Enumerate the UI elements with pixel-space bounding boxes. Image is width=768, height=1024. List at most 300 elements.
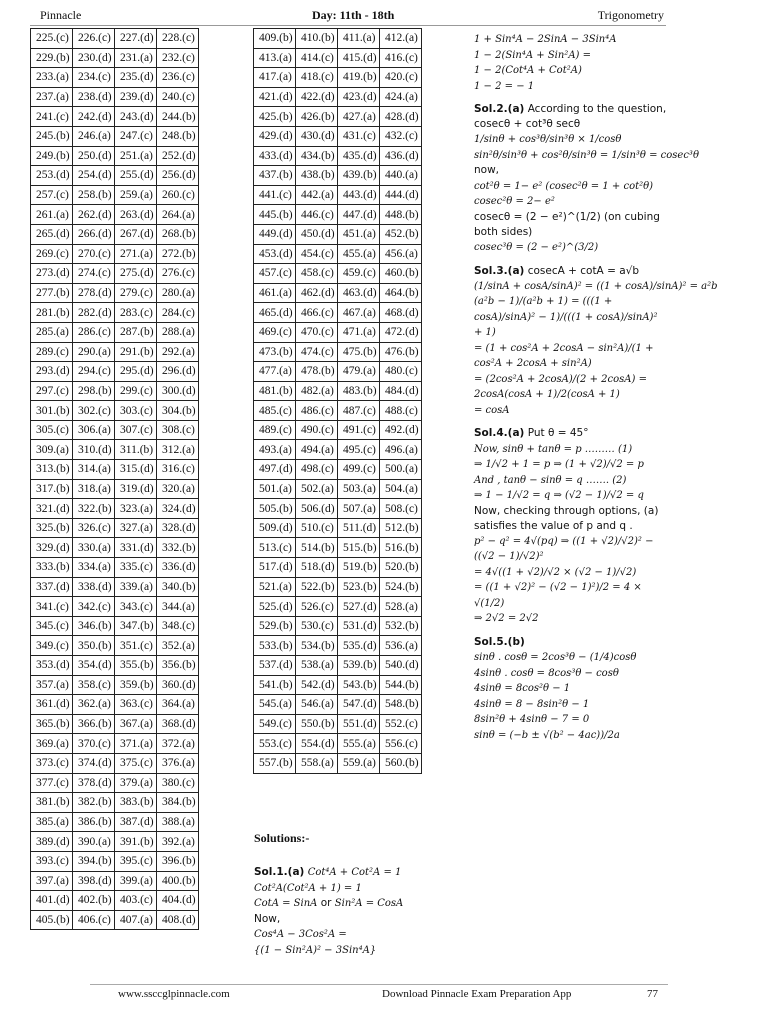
- answer-cell: 253.(d): [31, 166, 73, 186]
- answer-cell: 536.(a): [380, 636, 422, 656]
- answer-cell: 498.(c): [296, 460, 338, 480]
- answer-cell: 267.(d): [115, 224, 157, 244]
- answer-cell: 264.(a): [157, 205, 199, 225]
- solutions-start: [254, 830, 454, 958]
- answer-cell: 393.(c): [31, 851, 73, 871]
- answer-cell: 479.(a): [338, 362, 380, 382]
- answer-cell: 332.(b): [157, 538, 199, 558]
- answer-cell: 511.(d): [338, 518, 380, 538]
- answer-cell: 431.(c): [338, 126, 380, 146]
- answer-cell: 463.(d): [338, 283, 380, 303]
- answer-cell: 389.(d): [31, 832, 73, 852]
- sol4-line5: Now, checking through options, (a) satisfies the value of p and q .: [474, 504, 659, 532]
- answer-row: [254, 87, 422, 107]
- answer-cell: 547.(d): [338, 695, 380, 715]
- answer-cell: 348.(c): [157, 616, 199, 636]
- answer-cell: 350.(b): [73, 636, 115, 656]
- answer-cell: 387.(d): [115, 812, 157, 832]
- answer-cell: 326.(c): [73, 518, 115, 538]
- answer-cell: 380.(c): [157, 773, 199, 793]
- sol4-line2: ⇒ 1/√2 + 1 = p ⇒ (1 + √2)/√2 = p: [474, 459, 644, 471]
- answer-cell: 347.(b): [115, 616, 157, 636]
- answer-row: [31, 166, 199, 186]
- sol4: [474, 426, 669, 627]
- answer-cell: 437.(b): [254, 166, 296, 186]
- footer-website-link[interactable]: www.ssccglpinnacle.com: [118, 988, 230, 1000]
- answer-cell: 509.(d): [254, 518, 296, 538]
- answer-cell: 391.(b): [115, 832, 157, 852]
- sol3-line4: = (2cos²A + 2cosA)/(2 + 2cosA) = 2cosA(cosA + 1)/2(cosA + 1): [474, 373, 647, 401]
- answer-cell: 325.(b): [31, 518, 73, 538]
- answer-cell: 382.(b): [73, 793, 115, 813]
- answer-cell: 324.(d): [157, 499, 199, 519]
- answer-cell: 322.(b): [73, 499, 115, 519]
- answer-cell: 231.(a): [115, 48, 157, 68]
- answer-cell: 354.(d): [73, 656, 115, 676]
- answer-cell: 441.(c): [254, 185, 296, 205]
- answer-cell: 540.(d): [380, 656, 422, 676]
- answer-cell: 532.(b): [380, 616, 422, 636]
- answer-cell: 508.(c): [380, 499, 422, 519]
- answer-cell: 510.(c): [296, 518, 338, 538]
- answer-cell: 317.(b): [31, 479, 73, 499]
- answer-cell: 379.(a): [115, 773, 157, 793]
- sol3-line1: (1/sinA + cosA/sinA)² = ((1 + cosA)/sinA)² = a²b: [474, 280, 718, 292]
- answer-cell: 290.(a): [73, 342, 115, 362]
- answer-cell: 447.(d): [338, 205, 380, 225]
- answer-cell: 449.(d): [254, 224, 296, 244]
- answer-cell: 257.(c): [31, 185, 73, 205]
- answer-row: [254, 322, 422, 342]
- answer-cell: 234.(c): [73, 68, 115, 88]
- answer-row: [31, 342, 199, 362]
- answer-cell: 501.(a): [254, 479, 296, 499]
- answer-cell: 398.(d): [73, 871, 115, 891]
- answer-cell: 327.(a): [115, 518, 157, 538]
- answer-cell: 298.(b): [73, 381, 115, 401]
- answer-row: [254, 283, 422, 303]
- answer-cell: 538.(a): [296, 656, 338, 676]
- answer-cell: 334.(a): [73, 558, 115, 578]
- sol2: [474, 102, 699, 256]
- answer-cell: 534.(b): [296, 636, 338, 656]
- answer-cell: 302.(c): [73, 401, 115, 421]
- answer-cell: 273.(d): [31, 264, 73, 284]
- answer-cell: 433.(d): [254, 146, 296, 166]
- answer-key-table-middle: [253, 28, 422, 774]
- answer-cell: 309.(a): [31, 440, 73, 460]
- footer-app-promo: Download Pinnacle Exam Preparation App: [382, 988, 572, 1000]
- answer-cell: 487.(c): [338, 401, 380, 421]
- sol3-title: Sol.3.(a): [474, 264, 525, 277]
- sol5-title: Sol.5.(b): [474, 635, 525, 648]
- answer-row: [254, 577, 422, 597]
- sol1c-line1: 1 + Sin⁴A − 2SinA − 3Sin⁴A: [474, 34, 617, 45]
- answer-row: [31, 68, 199, 88]
- answer-cell: 520.(b): [380, 558, 422, 578]
- answer-cell: 338.(d): [73, 577, 115, 597]
- sol4-line6: p² − q² = 4√(pq) ⇒ ((1 + √2)/√2)² − ((√2 − 1)/√2)²: [474, 535, 654, 563]
- answer-row: [31, 714, 199, 734]
- answer-cell: 344.(a): [157, 597, 199, 617]
- answer-cell: 261.(a): [31, 205, 73, 225]
- sol1: [254, 865, 454, 958]
- answer-cell: 488.(c): [380, 401, 422, 421]
- answer-cell: 422.(d): [296, 87, 338, 107]
- answer-row: [31, 793, 199, 813]
- answer-cell: 329.(d): [31, 538, 73, 558]
- answer-cell: 373.(c): [31, 753, 73, 773]
- answer-cell: 397.(a): [31, 871, 73, 891]
- answer-cell: 513.(c): [254, 538, 296, 558]
- answer-cell: 537.(d): [254, 656, 296, 676]
- answer-cell: 407.(a): [115, 910, 157, 930]
- answer-cell: 280.(a): [157, 283, 199, 303]
- answer-row: [31, 636, 199, 656]
- answer-cell: 376.(a): [157, 753, 199, 773]
- answer-cell: 245.(b): [31, 126, 73, 146]
- answer-row: [31, 832, 199, 852]
- answer-cell: 459.(c): [338, 264, 380, 284]
- answer-row: [31, 656, 199, 676]
- answer-cell: 468.(d): [380, 303, 422, 323]
- answer-row: [31, 303, 199, 323]
- answer-cell: 318.(a): [73, 479, 115, 499]
- sol5-line4: 4sinθ = 8 − 8sin²θ − 1: [474, 698, 590, 710]
- answer-cell: 557.(b): [254, 753, 296, 773]
- answer-cell: 372.(a): [157, 734, 199, 754]
- sol2-line6: cosec²θ = 2− e²: [474, 196, 555, 208]
- answer-row: [254, 479, 422, 499]
- answer-cell: 471.(a): [338, 322, 380, 342]
- answer-cell: 556.(c): [380, 734, 422, 754]
- sol2-line5: cot²θ = 1− e² (cosec²θ = 1 + cot²θ): [474, 180, 654, 192]
- answer-cell: 504.(a): [380, 479, 422, 499]
- answer-cell: 426.(b): [296, 107, 338, 127]
- answer-cell: 287.(b): [115, 322, 157, 342]
- answer-cell: 514.(b): [296, 538, 338, 558]
- answer-cell: 323.(a): [115, 499, 157, 519]
- page-header: [40, 8, 664, 24]
- answer-row: [254, 107, 422, 127]
- answer-cell: 362.(a): [73, 695, 115, 715]
- answer-row: [254, 636, 422, 656]
- answer-cell: 269.(c): [31, 244, 73, 264]
- answer-cell: 512.(b): [380, 518, 422, 538]
- sol1-line2: Cot²A(Cot²A + 1) = 1: [254, 882, 362, 894]
- answer-cell: 284.(c): [157, 303, 199, 323]
- answer-row: [254, 695, 422, 715]
- answer-cell: 517.(d): [254, 558, 296, 578]
- answer-cell: 476.(b): [380, 342, 422, 362]
- answer-cell: 430.(d): [296, 126, 338, 146]
- answer-cell: 311.(b): [115, 440, 157, 460]
- header-days: Day: 11th - 18th: [312, 8, 395, 22]
- sol5-line2: 4sinθ . cosθ = 8cos³θ − cosθ: [474, 667, 619, 679]
- answer-row: [254, 401, 422, 421]
- answer-cell: 285.(a): [31, 322, 73, 342]
- answer-cell: 336.(d): [157, 558, 199, 578]
- answer-cell: 522.(b): [296, 577, 338, 597]
- sol2-line7: cosecθ = (2 − e²)^(1/2) (on cubing both sides): [474, 210, 660, 238]
- answer-row: [254, 616, 422, 636]
- sol4-intro: Put θ = 45°: [527, 427, 589, 440]
- answer-cell: 314.(a): [73, 460, 115, 480]
- sol5-line1: sinθ . cosθ = 2cos³θ − (1/4)cosθ: [474, 652, 637, 664]
- answer-cell: 248.(b): [157, 126, 199, 146]
- sol4-line3: And , tanθ − sinθ = q ……. (2): [474, 474, 627, 486]
- answer-row: [31, 871, 199, 891]
- answer-row: [31, 283, 199, 303]
- answer-cell: 353.(d): [31, 656, 73, 676]
- answer-cell: 366.(b): [73, 714, 115, 734]
- answer-cell: 440.(a): [380, 166, 422, 186]
- solutions-column-right: [474, 32, 718, 743]
- answer-cell: 408.(d): [157, 910, 199, 930]
- answer-cell: 396.(b): [157, 851, 199, 871]
- answer-cell: 421.(d): [254, 87, 296, 107]
- answer-cell: 425.(b): [254, 107, 296, 127]
- answer-cell: 402.(b): [73, 891, 115, 911]
- answer-cell: 465.(d): [254, 303, 296, 323]
- answer-cell: 374.(d): [73, 753, 115, 773]
- sol2-line1: cosecθ + cot³θ secθ: [474, 118, 581, 131]
- answer-cell: 313.(b): [31, 460, 73, 480]
- page-footer: [118, 988, 658, 1004]
- answer-cell: 244.(b): [157, 107, 199, 127]
- answer-cell: 263.(d): [115, 205, 157, 225]
- answer-cell: 503.(a): [338, 479, 380, 499]
- answer-cell: 276.(c): [157, 264, 199, 284]
- sol2-line4: now,: [474, 164, 500, 177]
- answer-cell: 340.(b): [157, 577, 199, 597]
- sol1-line3a: CotA = SinA: [254, 898, 318, 910]
- answer-cell: 555.(a): [338, 734, 380, 754]
- answer-cell: 270.(c): [73, 244, 115, 264]
- answer-cell: 277.(b): [31, 283, 73, 303]
- answer-row: [254, 381, 422, 401]
- answer-row: [31, 48, 199, 68]
- answer-cell: 464.(b): [380, 283, 422, 303]
- answer-cell: 528.(a): [380, 597, 422, 617]
- answer-row: [254, 714, 422, 734]
- answer-cell: 227.(d): [115, 29, 157, 49]
- answer-cell: 262.(d): [73, 205, 115, 225]
- answer-cell: 364.(a): [157, 695, 199, 715]
- answer-cell: 275.(d): [115, 264, 157, 284]
- sol3-intro: cosecA + cotA = a√b: [527, 264, 640, 277]
- answer-cell: 367.(a): [115, 714, 157, 734]
- header-brand: Pinnacle: [40, 8, 82, 22]
- answer-cell: 558.(a): [296, 753, 338, 773]
- answer-cell: 266.(d): [73, 224, 115, 244]
- answer-cell: 225.(c): [31, 29, 73, 49]
- answer-cell: 451.(a): [338, 224, 380, 244]
- answer-row: [254, 753, 422, 773]
- answer-cell: 349.(c): [31, 636, 73, 656]
- answer-cell: 251.(a): [115, 146, 157, 166]
- sol4-line8: = ((1 + √2)² − (√2 − 1)²)/2 = 4 × √(1/2): [474, 582, 642, 609]
- answer-cell: 341.(c): [31, 597, 73, 617]
- sol1-or: or: [320, 897, 332, 910]
- answer-cell: 506.(d): [296, 499, 338, 519]
- sol1-line6: {(1 − Sin²A)² − 3Sin⁴A}: [254, 944, 377, 956]
- answer-cell: 423.(d): [338, 87, 380, 107]
- answer-cell: 226.(c): [73, 29, 115, 49]
- sol3-line5: = cosA: [474, 404, 510, 416]
- answer-cell: 523.(b): [338, 577, 380, 597]
- answer-cell: 490.(c): [296, 420, 338, 440]
- answer-cell: 542.(d): [296, 675, 338, 695]
- answer-cell: 560.(b): [380, 753, 422, 773]
- answer-cell: 406.(c): [73, 910, 115, 930]
- answer-cell: 296.(d): [157, 362, 199, 382]
- answer-cell: 357.(a): [31, 675, 73, 695]
- answer-cell: 294.(c): [73, 362, 115, 382]
- answer-cell: 453.(d): [254, 244, 296, 264]
- answer-cell: 289.(c): [31, 342, 73, 362]
- answer-cell: 328.(d): [157, 518, 199, 538]
- answer-cell: 460.(b): [380, 264, 422, 284]
- answer-cell: 378.(d): [73, 773, 115, 793]
- answer-cell: 417.(a): [254, 68, 296, 88]
- answer-cell: 415.(d): [338, 48, 380, 68]
- answer-row: [254, 499, 422, 519]
- answer-cell: 256.(d): [157, 166, 199, 186]
- sol1c-line3: 1 − 2(Cot⁴A + Cot²A): [474, 65, 582, 76]
- answer-row: [31, 381, 199, 401]
- answer-cell: 474.(c): [296, 342, 338, 362]
- answer-cell: 358.(c): [73, 675, 115, 695]
- answer-row: [31, 244, 199, 264]
- sol1-continued: [474, 32, 669, 94]
- answer-cell: 541.(b): [254, 675, 296, 695]
- answer-cell: 392.(a): [157, 832, 199, 852]
- answer-cell: 295.(d): [115, 362, 157, 382]
- answer-row: [31, 224, 199, 244]
- answer-row: [31, 558, 199, 578]
- answer-cell: 481.(b): [254, 381, 296, 401]
- answer-cell: 469.(c): [254, 322, 296, 342]
- answer-cell: 359.(b): [115, 675, 157, 695]
- answer-cell: 544.(b): [380, 675, 422, 695]
- answer-row: [31, 185, 199, 205]
- answer-cell: 442.(a): [296, 185, 338, 205]
- answer-cell: 456.(a): [380, 244, 422, 264]
- answer-cell: 494.(a): [296, 440, 338, 460]
- answer-cell: 551.(d): [338, 714, 380, 734]
- answer-cell: 483.(b): [338, 381, 380, 401]
- answer-cell: 363.(c): [115, 695, 157, 715]
- answer-cell: 484.(d): [380, 381, 422, 401]
- answer-row: [31, 362, 199, 382]
- answer-cell: 461.(a): [254, 283, 296, 303]
- answer-cell: 535.(d): [338, 636, 380, 656]
- answer-cell: 466.(c): [296, 303, 338, 323]
- answer-cell: 250.(d): [73, 146, 115, 166]
- answer-cell: 383.(b): [115, 793, 157, 813]
- answer-cell: 390.(a): [73, 832, 115, 852]
- answer-cell: 448.(b): [380, 205, 422, 225]
- answer-cell: 385.(a): [31, 812, 73, 832]
- answer-cell: 361.(d): [31, 695, 73, 715]
- answer-key-table-left: [30, 28, 199, 930]
- answer-cell: 486.(c): [296, 401, 338, 421]
- answer-cell: 375.(c): [115, 753, 157, 773]
- answer-row: [31, 753, 199, 773]
- answer-cell: 410.(b): [296, 29, 338, 49]
- answer-cell: 549.(c): [254, 714, 296, 734]
- answer-cell: 546.(a): [296, 695, 338, 715]
- answer-row: [254, 205, 422, 225]
- answer-row: [31, 322, 199, 342]
- answer-cell: 499.(c): [338, 460, 380, 480]
- answer-cell: 497.(d): [254, 460, 296, 480]
- answer-cell: 515.(b): [338, 538, 380, 558]
- answer-cell: 232.(c): [157, 48, 199, 68]
- answer-cell: 554.(d): [296, 734, 338, 754]
- answer-row: [254, 146, 422, 166]
- answer-cell: 443.(d): [338, 185, 380, 205]
- answer-cell: 282.(d): [73, 303, 115, 323]
- answer-cell: 297.(c): [31, 381, 73, 401]
- answer-cell: 272.(b): [157, 244, 199, 264]
- answer-cell: 293.(d): [31, 362, 73, 382]
- answer-row: [31, 29, 199, 49]
- answer-cell: 249.(b): [31, 146, 73, 166]
- answer-cell: 368.(d): [157, 714, 199, 734]
- answer-cell: 252.(d): [157, 146, 199, 166]
- answer-row: [31, 812, 199, 832]
- sol2-line3: sin²θ/sin³θ + cos²θ/sin³θ = 1/sin³θ = cosec³θ: [474, 149, 699, 161]
- sol5: [474, 635, 669, 743]
- answer-row: [31, 146, 199, 166]
- answer-cell: 330.(a): [73, 538, 115, 558]
- answer-cell: 255.(d): [115, 166, 157, 186]
- answer-cell: 439.(b): [338, 166, 380, 186]
- answer-cell: 360.(d): [157, 675, 199, 695]
- answer-cell: 238.(d): [73, 87, 115, 107]
- answer-cell: 399.(a): [115, 871, 157, 891]
- answer-row: [254, 420, 422, 440]
- answer-cell: 462.(d): [296, 283, 338, 303]
- answer-row: [254, 460, 422, 480]
- answer-cell: 305.(c): [31, 420, 73, 440]
- answer-cell: 335.(c): [115, 558, 157, 578]
- answer-row: [31, 851, 199, 871]
- answer-cell: 240.(c): [157, 87, 199, 107]
- sol1-line5: Cos⁴A − 3Cos²A =: [254, 929, 347, 941]
- answer-cell: 545.(a): [254, 695, 296, 715]
- answer-cell: 553.(c): [254, 734, 296, 754]
- answer-row: [31, 518, 199, 538]
- answer-cell: 420.(c): [380, 68, 422, 88]
- answer-cell: 493.(a): [254, 440, 296, 460]
- answer-row: [254, 656, 422, 676]
- answer-cell: 299.(c): [115, 381, 157, 401]
- answer-cell: 400.(b): [157, 871, 199, 891]
- answer-row: [31, 538, 199, 558]
- answer-cell: 418.(c): [296, 68, 338, 88]
- answer-cell: 316.(c): [157, 460, 199, 480]
- answer-cell: 444.(d): [380, 185, 422, 205]
- answer-row: [254, 244, 422, 264]
- answer-cell: 412.(a): [380, 29, 422, 49]
- answer-row: [31, 891, 199, 911]
- answer-cell: 283.(c): [115, 303, 157, 323]
- answer-cell: 356.(b): [157, 656, 199, 676]
- answer-cell: 500.(a): [380, 460, 422, 480]
